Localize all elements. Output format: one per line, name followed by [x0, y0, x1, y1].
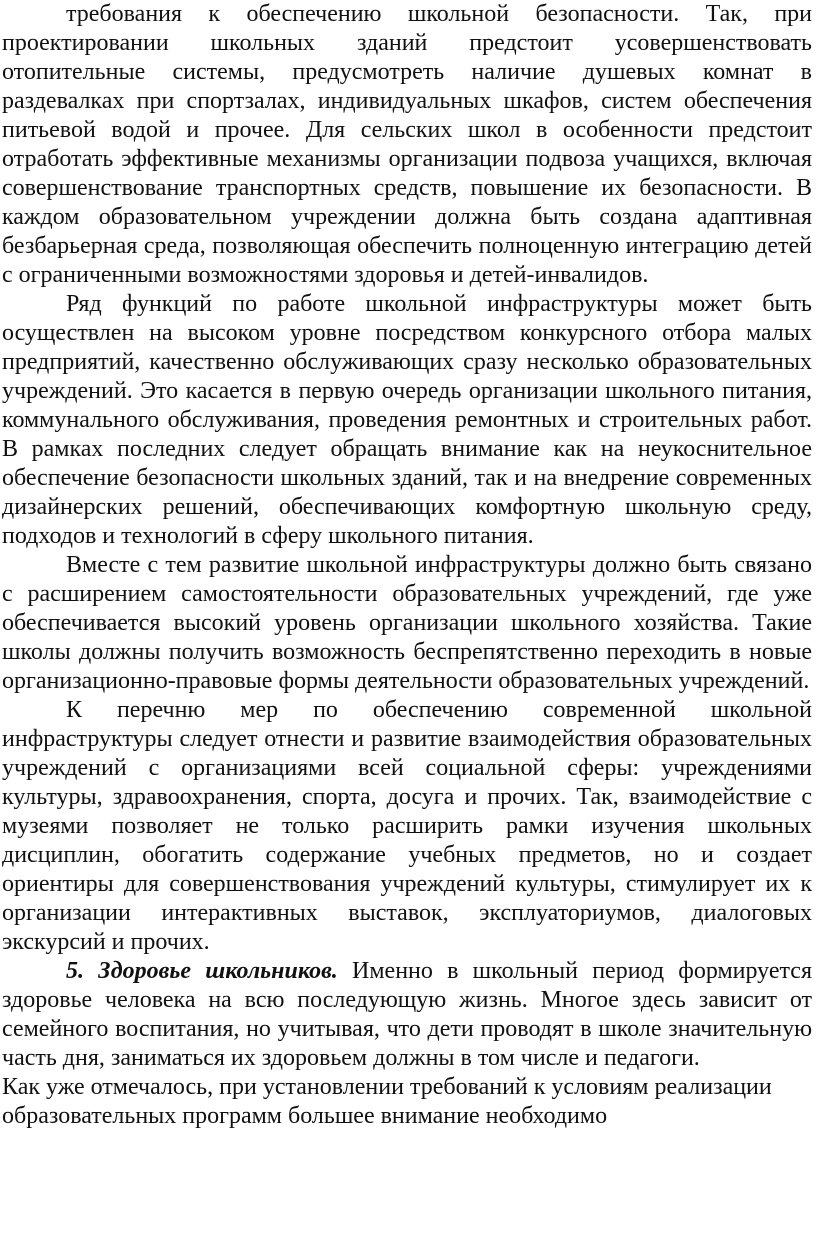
section-text-health: Именно в школьный период формируется здоровье человека на всю последующую жизнь. Многое здесь зависит от семейного воспитания, но учитывая, что дети проводят в школе значительную часть дня, заниматься их здоровьем должны в том числе и педагоги.: [2, 958, 812, 1071]
paragraph-school-independence: Вместе с тем развитие школьной инфраструктуры должно быть связано с расширением самостоятельности образовательных учреждений, где уже обеспечивается высокий уровень организации школьного хозяйства. Такие школы должны получить возможность беспрепятственно переходить в новые организационно-правовые формы деятельности образовательных учреждений.: [2, 552, 812, 694]
section-heading-health: 5. Здоровье школьников.: [66, 958, 338, 984]
paragraph-school-safety: требования к обеспечению школьной безопасности. Так, при проектировании школьных зданий предстоит усовершенствовать отопительные системы, предусмотреть наличие душевых комнат в раздевалках при спортзалах, индивидуальных шкафов, систем обеспечения питьевой водой и прочее. Для сельских школ в особенности предстоит отработать эффективные механизмы организации подвоза учащихся, включая совершенствование транспортных средств, повышение их безопасности. В каждом образовательном учреждении должна быть создана адаптивная безбарьерная среда, позволяющая обеспечить полноценную интеграцию детей с ограниченными возможностями здоровья и детей-инвалидов.: [2, 1, 812, 288]
paragraph-infrastructure-functions: Ряд функций по работе школьной инфраструктуры может быть осуществлен на высоком уровне посредством конкурсного отбора малых предприятий, качественно обслуживающих сразу несколько образовательных учреждений. Это касается в первую очередь организации школьного питания, коммунального обслуживания, проведения ремонтных и строительных работ. В рамках последних следует обращать внимание как на неукоснительное обеспечение безопасности школьных зданий, так и на внедрение современных дизайнерских решений, обеспечивающих комфортную школьную среду, подходов и технологий в сферу школьного питания.: [2, 291, 812, 549]
paragraph-social-interaction: К перечню мер по обеспечению современной школьной инфраструктуры следует отнести и развитие взаимодействия образовательных учреждений с организациями всей социальной сферы: учреждениями культуры, здравоохранения, спорта, досуга и прочих. Так, взаимодействие с музеями позволяет не только расширить рамки изучения школьных дисциплин, обогатить содержание учебных предметов, но и создает ориентиры для совершенствования учреждений культуры, стимулирует их к организации интерактивных выставок, эксплуаториумов, диалоговых экскурсий и прочих.: [2, 697, 812, 955]
paragraph-final: Как уже отмечалось, при установлении требований к условиям реализации образовательных программ большее внимание необходимо: [2, 1074, 772, 1129]
paragraph-student-health: [2, 957, 812, 1073]
